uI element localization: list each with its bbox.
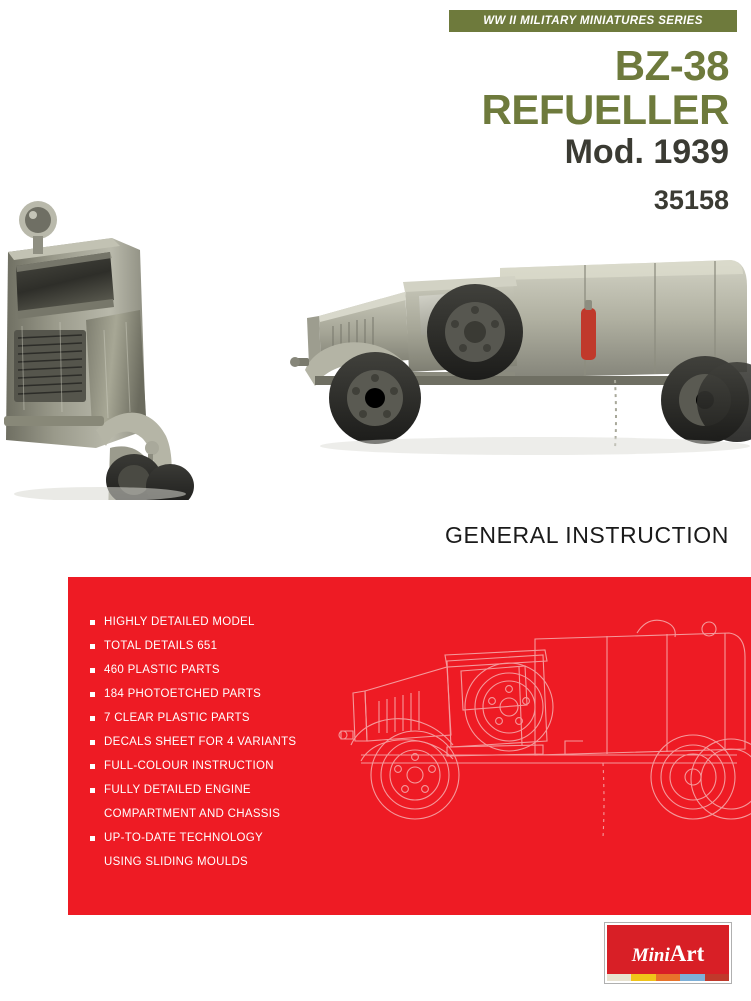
feature-label: 184 PHOTOETCHED PARTS: [104, 688, 262, 700]
feature-item-continuation: [90, 855, 420, 869]
feature-label: 7 CLEAR PLASTIC PARTS: [104, 712, 250, 724]
bullet-icon: [90, 692, 95, 697]
logo-art-text: Art: [669, 940, 705, 966]
series-banner: [449, 10, 737, 32]
feature-item: [90, 639, 420, 653]
bullet-icon: [90, 620, 95, 625]
features-list: [90, 615, 420, 879]
feature-item: [90, 711, 420, 725]
logo-color-strip: [607, 974, 729, 981]
kit-title-line-3: Mod. 1939: [564, 133, 729, 172]
bullet-icon-placeholder: [90, 860, 95, 865]
feature-item: [90, 783, 420, 797]
feature-label: FULL-COLOUR INSTRUCTION: [104, 760, 274, 772]
feature-item: [90, 687, 420, 701]
feature-item: [90, 615, 420, 629]
feature-item: [90, 735, 420, 749]
feature-label: 460 PLASTIC PARTS: [104, 664, 220, 676]
bullet-icon: [90, 740, 95, 745]
feature-item: [90, 663, 420, 677]
bullet-icon: [90, 788, 95, 793]
miniart-logo: [605, 923, 731, 983]
feature-label: HIGHLY DETAILED MODEL: [104, 616, 255, 628]
series-banner-label: WW II MILITARY MINIATURES SERIES: [483, 15, 703, 27]
feature-label: DECALS SHEET FOR 4 VARIANTS: [104, 736, 297, 748]
feature-label: UP-TO-DATE TECHNOLOGY: [104, 832, 264, 844]
bullet-icon: [90, 836, 95, 841]
kit-title-line-2: REFUELLER: [481, 86, 729, 134]
bullet-icon: [90, 716, 95, 721]
truck-side-photo: [285, 220, 751, 500]
bullet-icon: [90, 764, 95, 769]
bullet-icon-placeholder: [90, 812, 95, 817]
feature-label: USING SLIDING MOULDS: [104, 856, 249, 868]
logo-mini-text: Mini: [631, 944, 670, 966]
feature-item: [90, 759, 420, 773]
truck-front-photo: [0, 180, 215, 500]
features-panel: [68, 577, 751, 915]
bullet-icon: [90, 644, 95, 649]
feature-item: [90, 831, 420, 845]
feature-label: TOTAL DETAILS 651: [104, 640, 218, 652]
feature-item-continuation: [90, 807, 420, 821]
kit-number: 35158: [653, 184, 729, 215]
bullet-icon: [90, 668, 95, 673]
logo-text: [632, 942, 705, 965]
feature-label: COMPARTMENT AND CHASSIS: [104, 808, 281, 820]
general-instruction-label: GENERAL INSTRUCTION: [444, 522, 729, 548]
feature-label: FULLY DETAILED ENGINE: [104, 784, 251, 796]
photo-area: [0, 170, 751, 510]
kit-title-line-1: BZ-38: [614, 42, 729, 89]
